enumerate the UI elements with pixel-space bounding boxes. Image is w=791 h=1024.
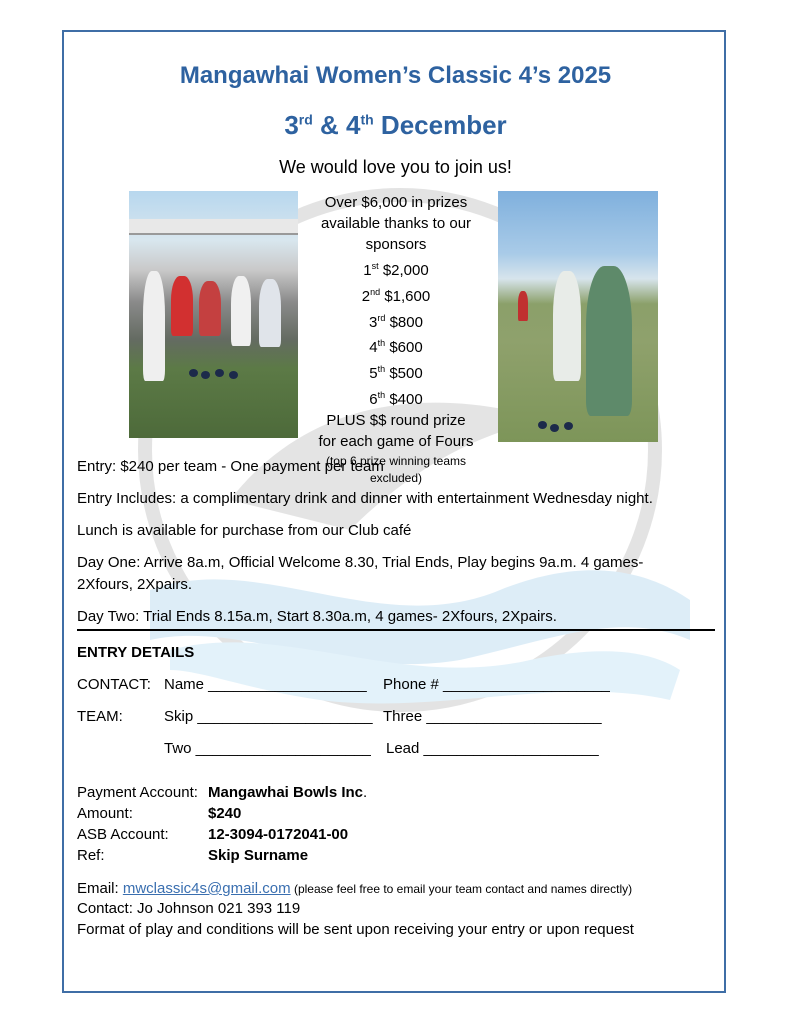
event-dates: 3rd & 4th December [284, 110, 507, 140]
prize-first: 1st $2,000 [363, 260, 429, 279]
entry-details-heading: ENTRY DETAILS [77, 644, 195, 661]
round-prize-line: PLUS $$ round prize [326, 412, 466, 430]
ref-value: Skip Surname [208, 847, 309, 864]
email-line [77, 880, 632, 897]
three-field[interactable]: Three _____________________ [383, 708, 602, 725]
lead-field[interactable]: Lead _____________________ [386, 740, 599, 757]
team-label: TEAM: [77, 708, 123, 725]
skip-field[interactable]: Skip _____________________ [164, 708, 373, 725]
payment-account-label: Payment Account: [77, 784, 198, 801]
prize-fourth: 4th $600 [369, 338, 423, 357]
day-two-schedule: Day Two: Trial Ends 8.15a.m, Start 8.30a.m, 4 games- 2Xfours, 2Xpairs. [77, 608, 557, 625]
prize-sixth: 6th $400 [369, 390, 423, 409]
prize-note: (top 6 prize winning teams [325, 453, 467, 468]
prize-intro-line: available thanks to our [320, 214, 472, 232]
lunch-info: Lunch is available for purchase from our Club café [77, 522, 412, 539]
prize-intro-line: sponsors [365, 235, 427, 253]
entry-includes: Entry Includes: a complimentary drink and dinner with entertainment Wednesday night. [77, 490, 653, 507]
entry-fee: Entry: $240 per team - One payment per team [77, 458, 384, 475]
asb-account-value: 12-3094-0172041-00 [208, 826, 349, 843]
name-field[interactable]: Name ___________________ [164, 676, 367, 693]
bowlers-photo-left [129, 191, 298, 438]
amount-label: Amount: [77, 805, 133, 822]
payment-account-value: Mangawhai Bowls Inc. [208, 784, 368, 801]
ref-label: Ref: [77, 847, 105, 864]
two-field[interactable]: Two _____________________ [164, 740, 371, 757]
prize-list [306, 193, 486, 487]
phone-field[interactable]: Phone # ____________________ [383, 676, 610, 693]
email-label: Email: [77, 880, 123, 897]
email-link[interactable]: mwclassic4s@gmail.com [122, 880, 291, 897]
invitation-line: We would love you to join us! [279, 157, 512, 177]
prize-fifth: 5th $500 [369, 364, 423, 383]
bowlers-photo-right [498, 191, 658, 442]
day-one-schedule: Day One: Arrive 8a.m, Official Welcome 8.30, Trial Ends, Play begins 9a.m. 4 games- 2Xfours, 2Xpairs. [77, 554, 644, 593]
contact-label: CONTACT: [77, 676, 151, 693]
format-note: Format of play and conditions will be sent upon receiving your entry or upon request [77, 921, 634, 938]
email-note: (please feel free to email your team contact and names directly) [290, 882, 633, 896]
section-divider [77, 629, 715, 631]
round-prize-line: for each game of Fours [318, 433, 474, 451]
contact-person: Contact: Jo Johnson 021 393 119 [77, 900, 301, 917]
event-title: Mangawhai Women’s Classic 4’s 2025 [179, 62, 612, 89]
prize-second: 2nd $1,600 [361, 286, 431, 305]
prize-third: 3rd $800 [369, 312, 423, 331]
asb-account-label: ASB Account: [77, 826, 169, 843]
prize-intro-line: Over $6,000 in prizes [324, 194, 468, 211]
amount-value: $240 [208, 805, 242, 822]
prize-note: excluded) [369, 470, 423, 485]
